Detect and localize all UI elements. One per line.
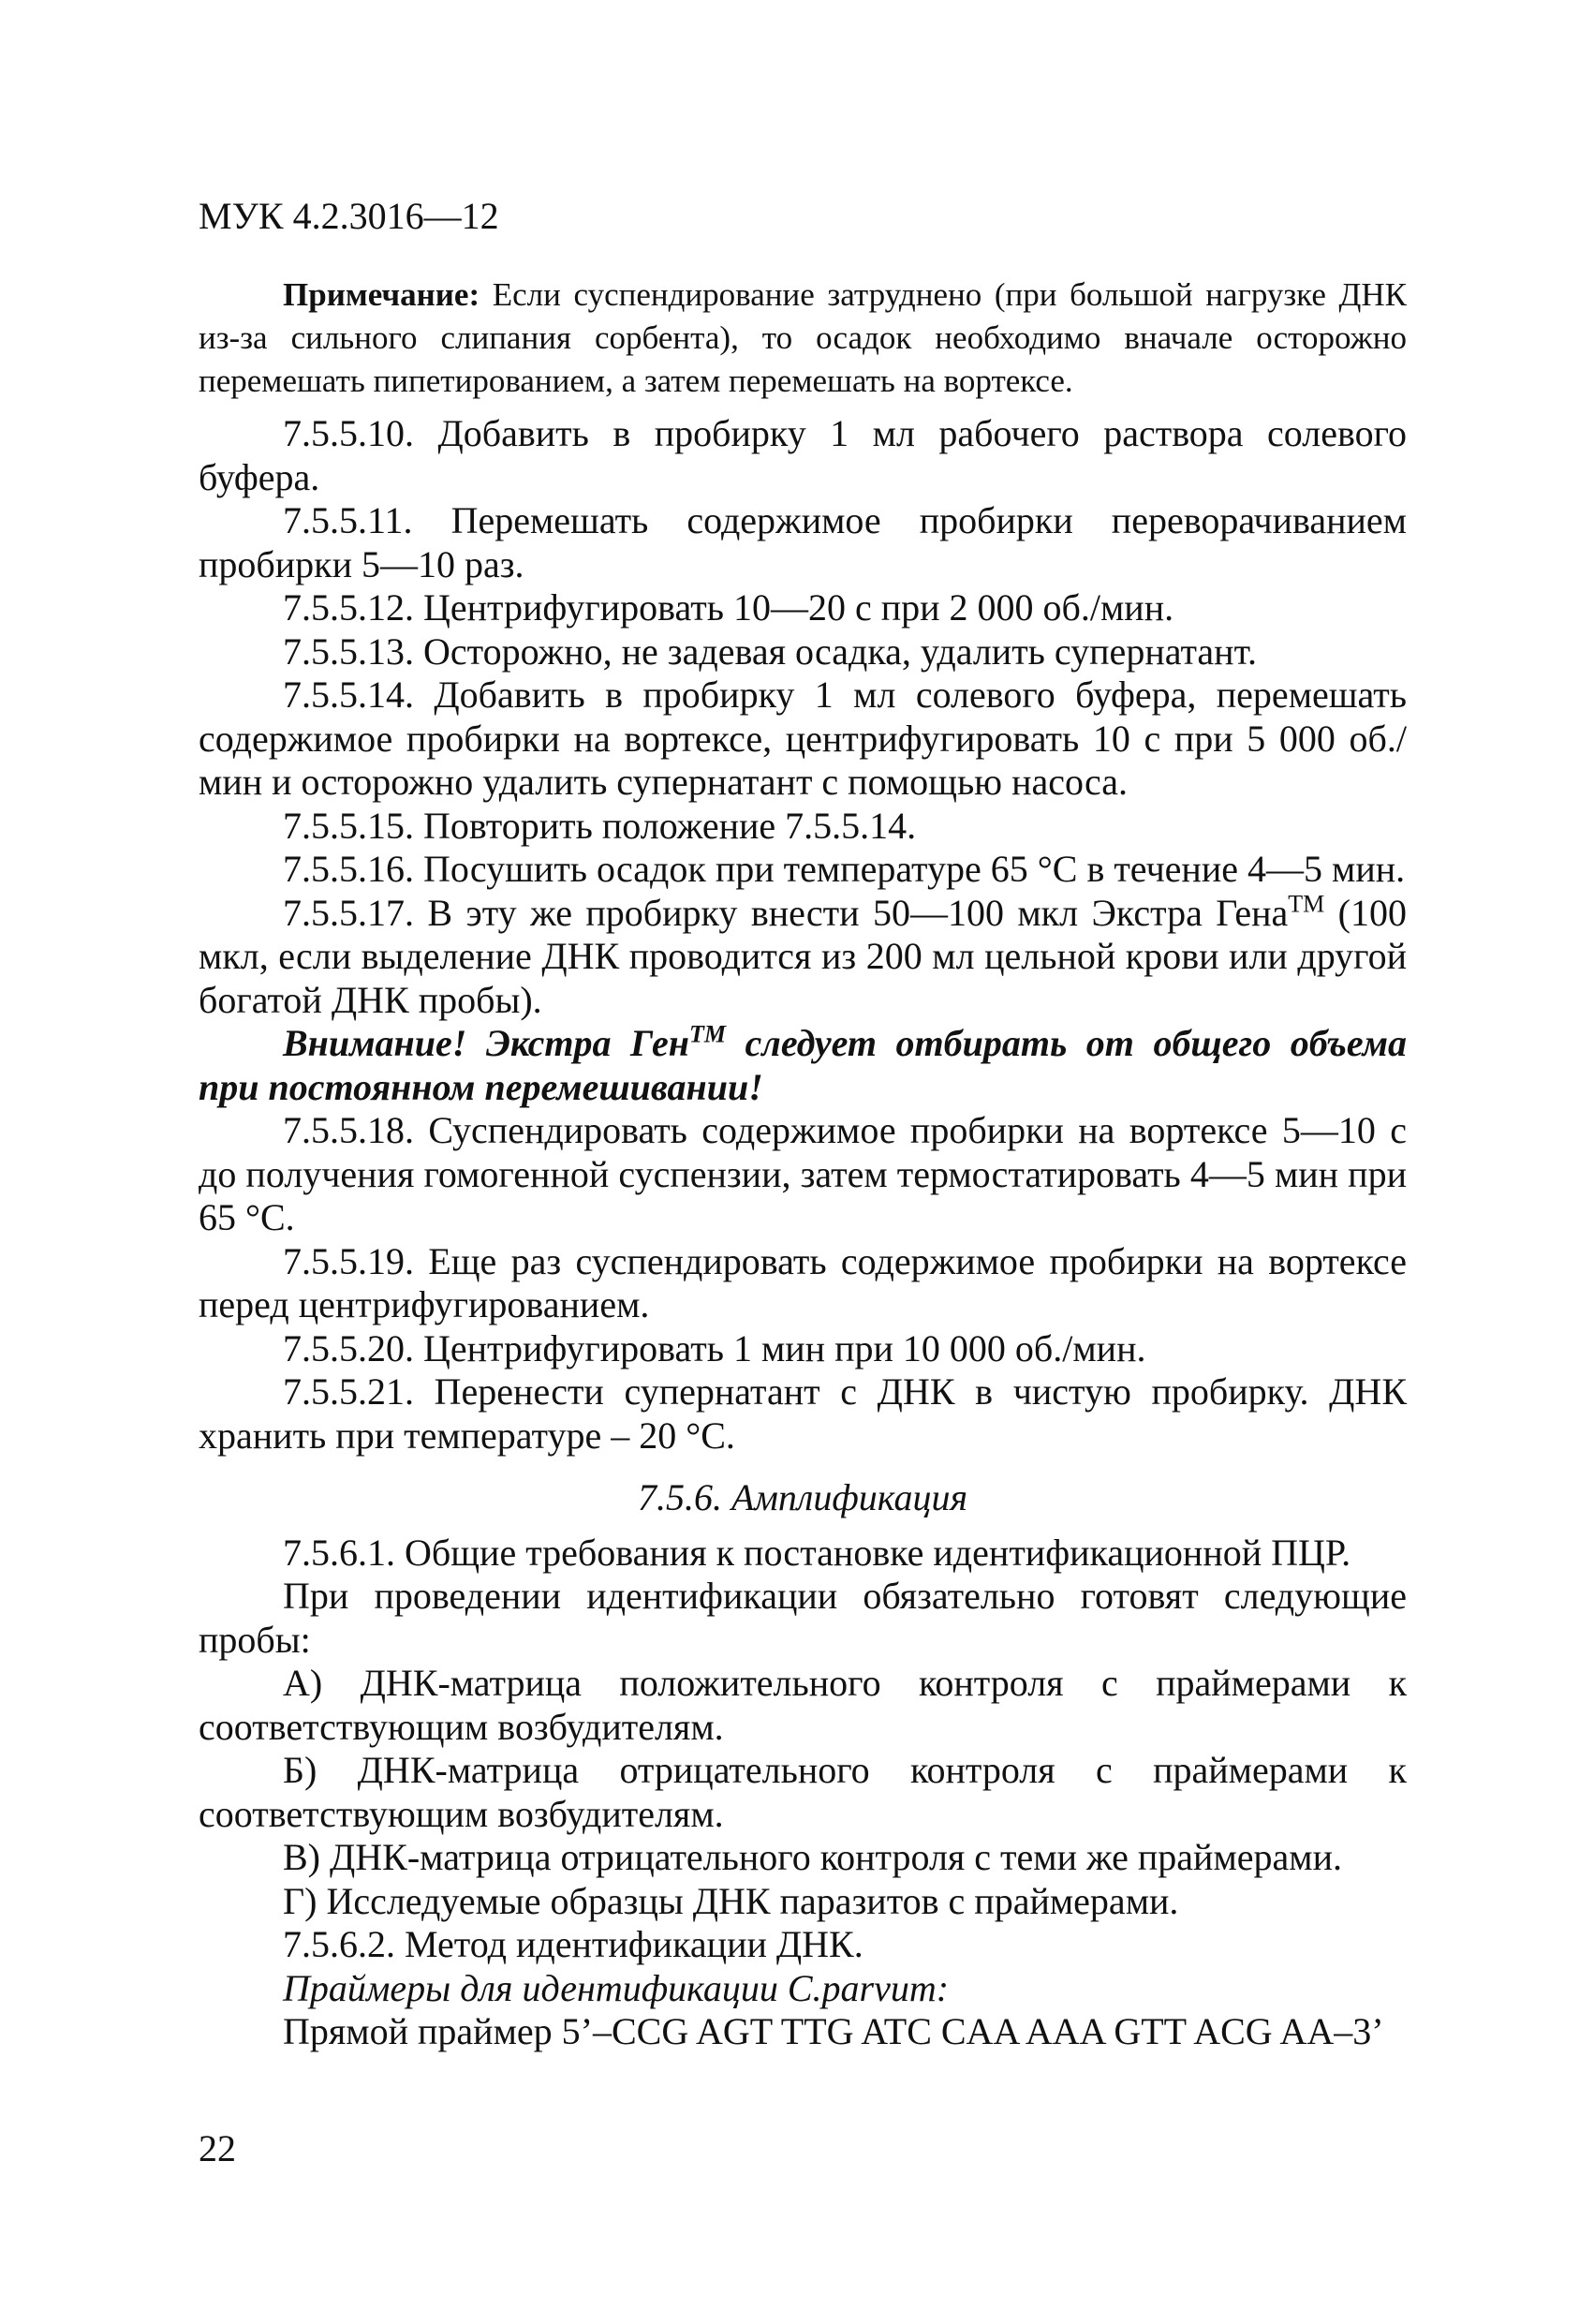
step-17-text-cont: (100 мкл, если выделение ДНК проводится из 200 мл цельной крови или другой богатой ДНК пробы). bbox=[199, 891, 1407, 1021]
step-7-5-5-20: 7.5.5.20. Центрифугировать 1 мин при 10 000 об./мин. bbox=[283, 1326, 1146, 1369]
step-7-5-5-14: 7.5.5.14. Добавить в пробирку 1 мл солевого буфера, перемешать содержимое пробирки на вортексе, центрифугировать 10 с при 5 000 об./мин и осторожно удалить супернатант с помощью насоса. bbox=[199, 674, 1407, 803]
warning-paragraph bbox=[199, 1022, 1407, 1109]
step-7-5-5-18: 7.5.5.18. Суспендировать содержимое пробирки на вортексе 5—10 с до получения гомогенной суспензии, затем термостатировать 4—5 мин при 65 °С. bbox=[199, 1109, 1407, 1238]
document-header: МУК 4.2.3016—12 bbox=[199, 195, 499, 237]
step-7-5-5-15: 7.5.5.15. Повторить положение 7.5.5.14. bbox=[283, 804, 917, 847]
primers-heading: Праймеры для идентификации C.parvum: bbox=[283, 1966, 950, 2009]
step-7-5-5-12: 7.5.5.12. Центрифугировать 10—20 с при 2 000 об./мин. bbox=[283, 586, 1174, 629]
note-paragraph bbox=[199, 274, 1407, 403]
section-paragraph: 7.5.6.2. Метод идентификации ДНК. bbox=[283, 1923, 863, 1965]
list-item-a: А) ДНК-матрица положительного контроля с праймерами к соответствующим возбудителям. bbox=[199, 1662, 1407, 1748]
step-17-text: 7.5.5.17. В эту же пробирку внести 50—100 мкл Экстра Гена bbox=[283, 891, 1289, 934]
section-title: 7.5.6. Амплификация bbox=[637, 1476, 968, 1518]
list-item-c: В) ДНК-матрица отрицательного контроля с теми же праймерами. bbox=[283, 1836, 1342, 1878]
warning-text: Внимание! Экстра Ген bbox=[283, 1022, 689, 1064]
warning-text-cont: следует отбирать от общего объема при постоянном перемешивании! bbox=[199, 1022, 1407, 1108]
page-number: 22 bbox=[199, 2127, 236, 2169]
note-label: Примечание: bbox=[283, 276, 480, 313]
section-paragraph: При проведении идентификации обязательно готовят следующие пробы: bbox=[199, 1575, 1407, 1661]
trademark-sup: TM bbox=[688, 1020, 726, 1048]
step-7-5-5-16: 7.5.5.16. Посушить осадок при температуре 65 °С в течение 4—5 мин. bbox=[283, 848, 1406, 890]
step-7-5-5-10: 7.5.5.10. Добавить в пробирку 1 мл рабочего раствора солевого буфера. bbox=[199, 412, 1407, 498]
list-item-b: Б) ДНК-матрица отрицательного контроля с праймерами к соответствующим возбудителям. bbox=[199, 1749, 1407, 1835]
step-7-5-5-11: 7.5.5.11. Перемешать содержимое пробирки переворачиванием пробирки 5—10 раз. bbox=[199, 499, 1407, 585]
trademark-sup: TM bbox=[1288, 890, 1325, 918]
document-body bbox=[199, 274, 1407, 2054]
primer-line: Прямой праймер 5’–CCG AGT TTG ATC CAA AAA GTT ACG AA–3’ bbox=[283, 2010, 1384, 2052]
step-7-5-5-17 bbox=[199, 892, 1407, 1023]
list-item-d: Г) Исследуемые образцы ДНК паразитов с праймерами. bbox=[283, 1879, 1179, 1922]
step-7-5-5-21: 7.5.5.21. Перенести супернатант с ДНК в чистую пробирку. ДНК хранить при температуре – 20 °С. bbox=[199, 1370, 1407, 1457]
step-7-5-5-13: 7.5.5.13. Осторожно, не задевая осадка, удалить супернатант. bbox=[283, 629, 1258, 673]
section-paragraph: 7.5.6.1. Общие требования к постановке идентификационной ПЦР. bbox=[283, 1531, 1351, 1574]
step-7-5-5-19: 7.5.5.19. Еще раз суспендировать содержимое пробирки на вортексе перед центрифугированием. bbox=[199, 1239, 1407, 1325]
note-text: Если суспендирование затруднено (при большой нагрузке ДНК из-за сильного слипания сорбента), то осадок необходимо вначале осторожно перемешать пипетированием, а затем перемешать на вортексе. bbox=[199, 276, 1407, 399]
